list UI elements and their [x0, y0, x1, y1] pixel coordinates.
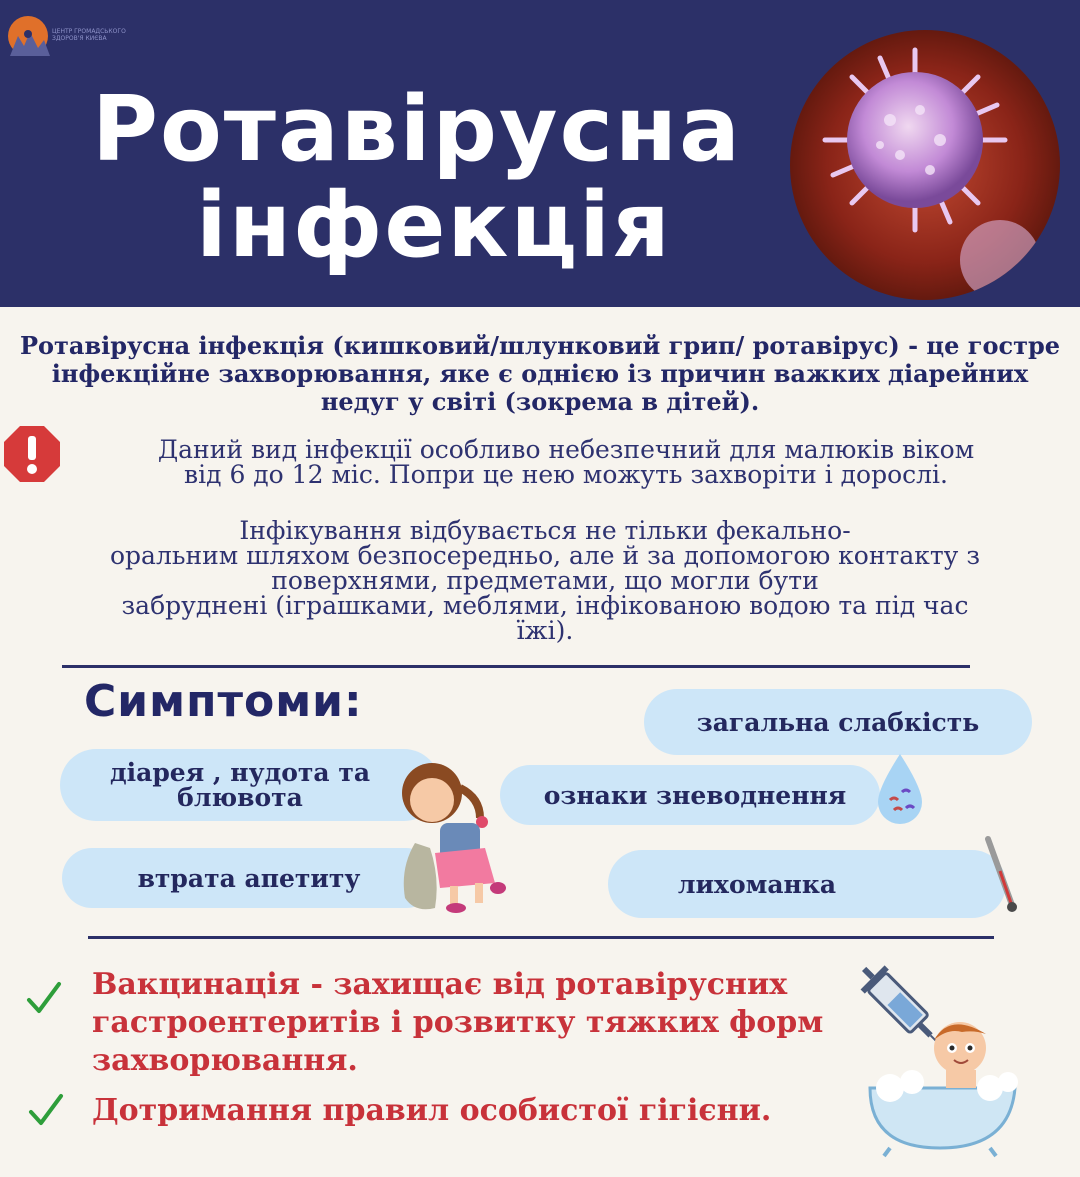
- virus-image: [790, 30, 1060, 300]
- divider: [88, 936, 994, 939]
- prevention-hygiene: Дотримання правил особистої гігієни.: [92, 1093, 772, 1128]
- warning-icon: [2, 424, 62, 484]
- divider: [62, 665, 970, 668]
- child-bath-illustration: [850, 1008, 1030, 1158]
- symptom-weakness: загальна слабкість: [644, 689, 1032, 755]
- intro-paragraph: Ротавірусна інфекція (кишковий/шлунковий грип/ ротавірус) - це гостре інфекційне захворювання, яке є однією із причин важких діарейних недуг у світі (зокрема в дітей).: [20, 331, 1061, 416]
- logo-text: ЦЕНТР ГРОМАДСЬКОГО ЗДОРОВ'Я КИЄВА: [52, 28, 126, 42]
- title-line-1: Ротавірусна: [92, 77, 742, 182]
- warning-paragraph: [66, 437, 1066, 487]
- page-title: [92, 77, 792, 278]
- transmission-line: поверхнями, предметами, що могли бути: [271, 566, 819, 595]
- transmission-line: Інфікування відбувається не тільки фекально-: [239, 516, 851, 545]
- warning-line: від 6 до 12 міс. Попри це нею можуть захворіти і дорослі.: [184, 460, 948, 489]
- check-icon: [26, 980, 62, 1016]
- symptoms-title: Симптоми:: [84, 676, 363, 727]
- title-line-2: інфекція: [196, 173, 672, 278]
- transmission-line: забруднені (іграшками, меблями, інфікованою водою та під час: [121, 591, 969, 620]
- thermometer-icon: [980, 835, 1020, 915]
- check-icon: [28, 1092, 64, 1128]
- symptom-diarrhea: діарея , нудота та блювота: [60, 749, 440, 821]
- symptom-appetite-loss: втрата апетиту: [62, 848, 436, 908]
- water-drop-icon: [872, 752, 928, 826]
- symptom-dehydration: ознаки зневоднення: [500, 765, 880, 825]
- transmission-line: їжі).: [516, 616, 574, 645]
- transmission-paragraph: [10, 518, 1080, 643]
- sick-girl-illustration: [380, 748, 530, 918]
- transmission-line: оральним шляхом безпосередньо, але й за допомогою контакту з: [110, 541, 980, 570]
- symptom-fever: лихоманка: [608, 850, 1006, 918]
- warning-line: Даний вид інфекції особливо небезпечний для малюків віком: [157, 435, 975, 464]
- prevention-vaccination: Вакцинація - захищає від ротавірусних гастроентеритів і розвитку тяжких форм захворювання.: [92, 967, 824, 1078]
- header-banner: [0, 0, 1080, 307]
